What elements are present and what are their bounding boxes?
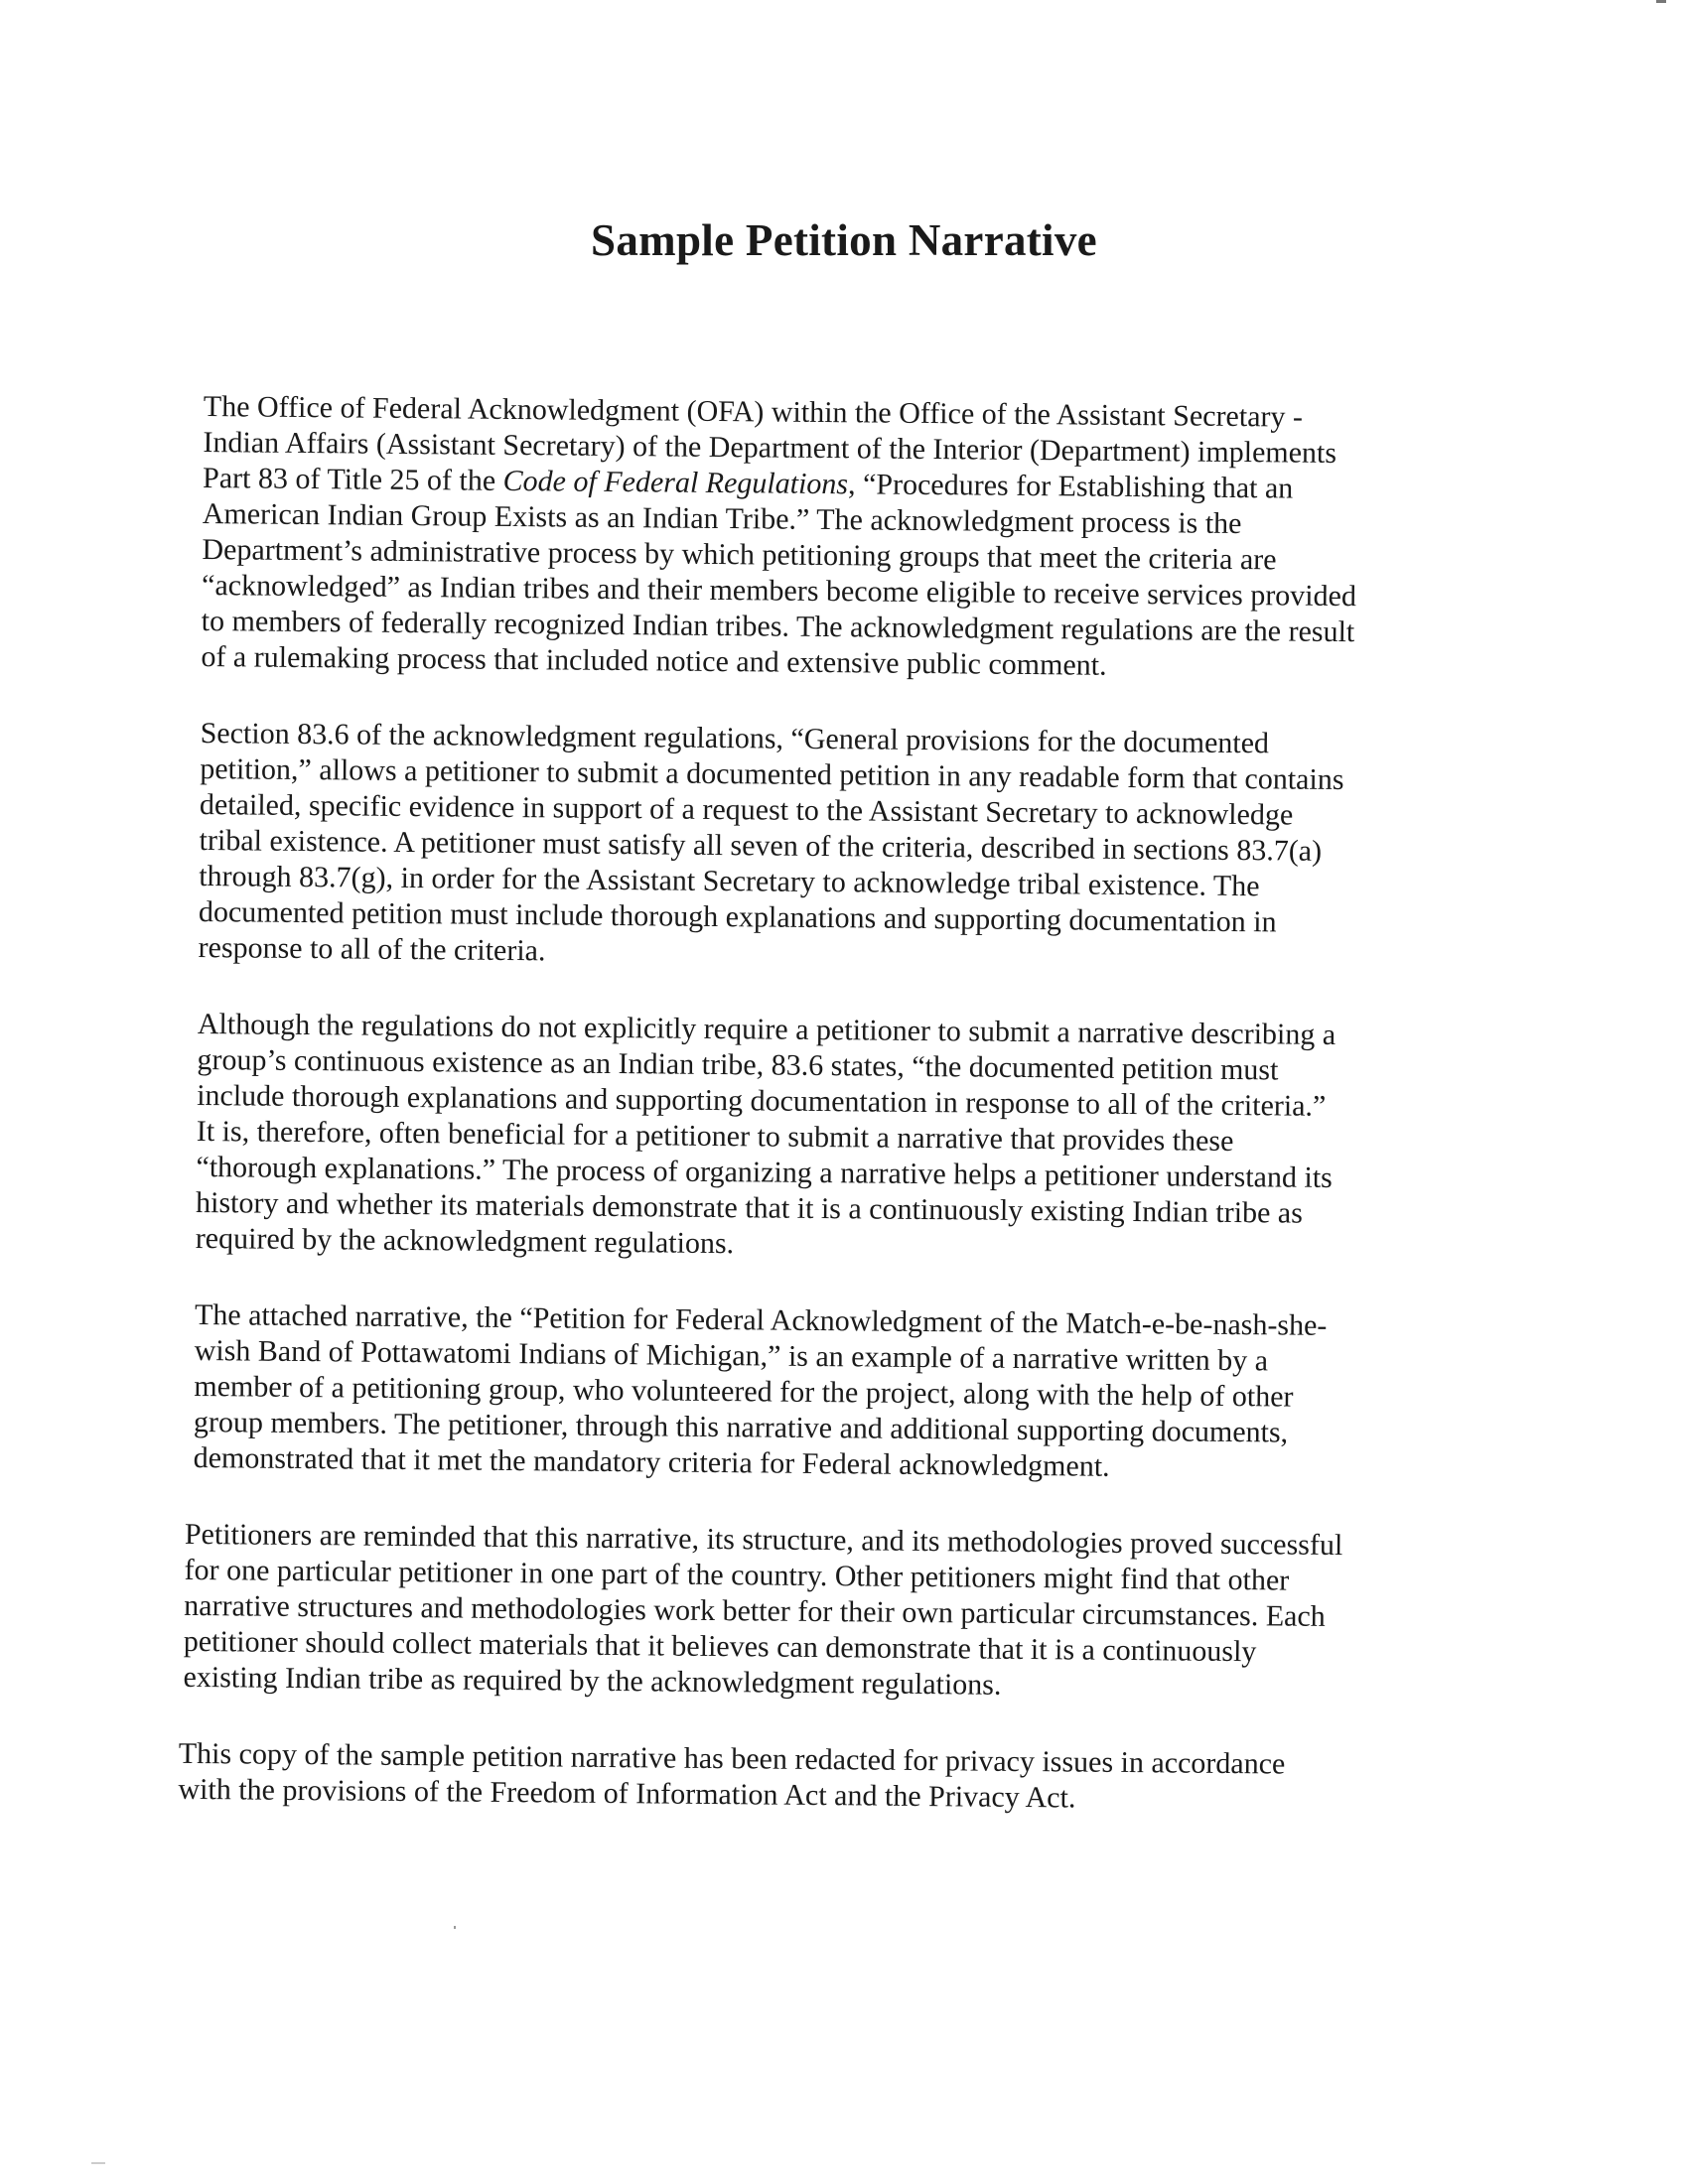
paragraph-reminder xyxy=(183,1517,1474,1707)
text-line: required by the acknowledgment regulations. xyxy=(195,1221,735,1261)
text-line: documented petition must include thorough explanations and supporting documentation in xyxy=(198,894,1277,939)
text-line: Department’s administrative process by which petitioning groups that meet the criteria are xyxy=(202,532,1277,577)
text-line: American Indian Group Exists as an Indian Tribe.” The acknowledgment process is the xyxy=(202,496,1242,541)
text-line: “acknowledged” as Indian tribes and their members become eligible to receive services provided xyxy=(201,568,1357,614)
text-line: This copy of the sample petition narrative has been redacted for privacy issues in accordance xyxy=(178,1736,1286,1781)
text-line: narrative structures and methodologies work better for their own particular circumstances. Each xyxy=(184,1588,1326,1633)
text-line: Indian Affairs (Assistant Secretary) of the Department of the Interior (Department) implements xyxy=(203,425,1337,470)
text-line: group’s continuous existence as an Indian tribe, 83.6 states, “the documented petition must xyxy=(197,1042,1279,1087)
paragraph-section-83-6 xyxy=(198,716,1480,978)
text-line: Although the regulations do not explicitly require a petitioner to submit a narrative describing a xyxy=(197,1007,1336,1051)
text-line: The Office of Federal Acknowledgment (OFA) within the Office of the Assistant Secretary - xyxy=(203,389,1304,434)
paragraph-narrative-benefit xyxy=(196,1007,1478,1269)
text-line: of a rulemaking process that included notice and extensive public comment. xyxy=(201,639,1107,682)
text-segment: , “Procedures for Establishing that an xyxy=(847,468,1294,505)
text-line: member of a petitioning group, who volunteered for the project, along with the help of other xyxy=(194,1369,1294,1414)
text-line: Petitioners are reminded that this narrative, its structure, and its methodologies proved successful xyxy=(184,1517,1343,1563)
text-line: Section 83.6 of the acknowledgment regulations, “General provisions for the documented xyxy=(200,716,1270,760)
text-line: petitioner should collect materials that it believes can demonstrate that it is a continuously xyxy=(183,1624,1257,1669)
text-line: for one particular petitioner in one part of the country. Other petitioners might find that other xyxy=(184,1553,1290,1597)
text-line: wish Band of Pottawatomi Indians of Michigan,” is an example of a narrative written by a xyxy=(194,1333,1269,1378)
scan-mark xyxy=(1656,0,1666,3)
text-line: history and whether its materials demonstrate that it is a continuously existing Indian tribe as xyxy=(195,1185,1304,1230)
paragraph-ofa-intro xyxy=(201,389,1484,687)
scan-speck xyxy=(454,1926,456,1929)
text-line: demonstrated that it met the mandatory criteria for Federal acknowledgment. xyxy=(193,1440,1110,1483)
text-line: detailed, specific evidence in support of a request to the Assistant Secretary to acknowledge xyxy=(199,787,1294,832)
text-line: response to all of the criteria. xyxy=(198,930,546,968)
cfr-title-italic: Code of Federal Regulations xyxy=(502,464,849,501)
page-title: Sample Petition Narrative xyxy=(591,215,1097,265)
text-line: “thorough explanations.” The process of organizing a narrative helps a petitioner understand its xyxy=(196,1150,1333,1194)
text-line: through 83.7(g), in order for the Assistant Secretary to acknowledge tribal existence. The xyxy=(199,859,1260,903)
text-line: include thorough explanations and supporting documentation in response to all of the criteria.” xyxy=(197,1078,1327,1123)
text-line: group members. The petitioner, through this narrative and additional supporting documents, xyxy=(193,1405,1289,1449)
text-line: to members of federally recognized Indian tribes. The acknowledgment regulations are the result xyxy=(201,604,1355,649)
document-body xyxy=(178,389,1484,1860)
text-segment: Part 83 of Title 25 of the xyxy=(202,461,503,497)
text-line: The attached narrative, the “Petition for Federal Acknowledgment of the Match-e-be-nash-she- xyxy=(194,1297,1328,1342)
text-line: with the provisions of the Freedom of Information Act and the Privacy Act. xyxy=(178,1772,1076,1815)
text-line: tribal existence. A petitioner must satisfy all seven of the criteria, described in sections 83.7(a) xyxy=(199,823,1323,868)
text-line: existing Indian tribe as required by the acknowledgment regulations. xyxy=(183,1660,1002,1702)
text-line: petition,” allows a petitioner to submit a documented petition in any readable form that contains xyxy=(200,751,1344,797)
paragraph-attached-narrative xyxy=(193,1297,1476,1488)
scan-speck xyxy=(91,2162,105,2164)
paragraph-redaction-notice xyxy=(178,1736,1472,1820)
text-line: It is, therefore, often beneficial for a petitioner to submit a narrative that provides these xyxy=(196,1114,1234,1158)
